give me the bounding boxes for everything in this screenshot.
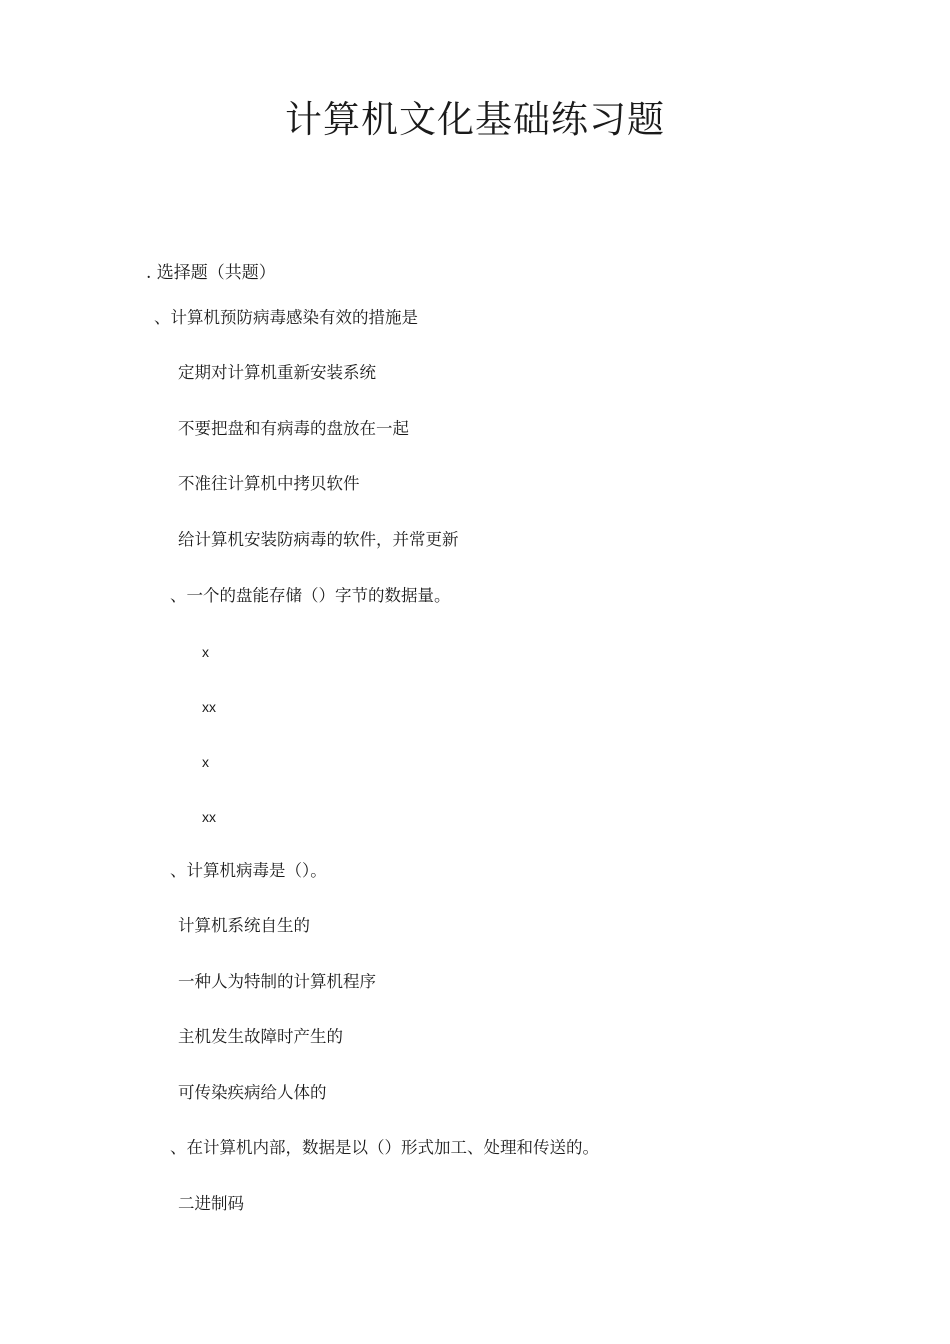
question-option: 二进制码 (178, 1194, 244, 1213)
question-option: xx (202, 809, 216, 825)
question-option: 可传染疾病给人体的 (178, 1083, 327, 1102)
question-stem: 、计算机病毒是（）。 (170, 861, 327, 880)
question-option: 主机发生故障时产生的 (178, 1027, 343, 1046)
section-heading: . 选择题（共题） (146, 263, 276, 283)
question-option: 定期对计算机重新安装系统 (178, 363, 376, 382)
question-option: 不要把盘和有病毒的盘放在一起 (178, 419, 409, 438)
question-stem: 、一个的盘能存储（）字节的数据量。 (170, 586, 451, 605)
question-option: 不准往计算机中拷贝软件 (178, 474, 360, 493)
question-option: x (202, 644, 209, 660)
page-title: 计算机文化基础练习题 (285, 98, 665, 141)
question-stem: 、计算机预防病毒感染有效的措施是 (154, 308, 418, 327)
question-option: xx (202, 699, 216, 715)
question-option: 一种人为特制的计算机程序 (178, 972, 376, 991)
question-stem: 、在计算机内部，数据是以（）形式加工、处理和传送的。 (170, 1138, 599, 1157)
question-option: x (202, 754, 209, 770)
question-option: 计算机系统自生的 (178, 916, 310, 935)
question-option: 给计算机安装防病毒的软件，并常更新 (178, 530, 459, 549)
